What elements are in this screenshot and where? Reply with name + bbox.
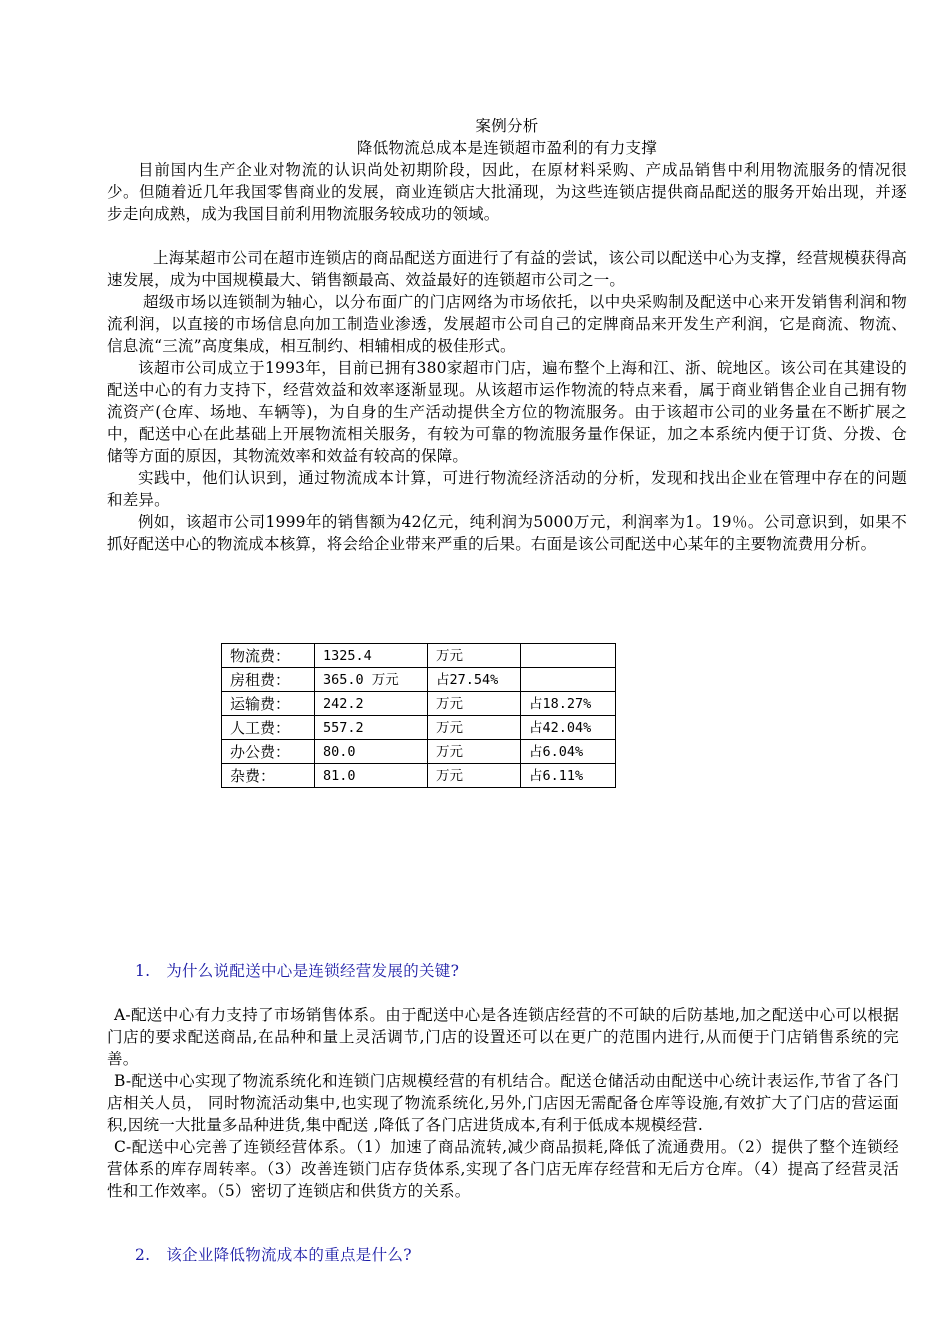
- cost-table-row: [222, 764, 616, 788]
- cost-table-cell: [521, 668, 616, 692]
- cost-table-cell: 房租费：: [222, 668, 315, 692]
- paragraph-example: 例如，该超市公司1999年的销售额为42亿元，纯利润为5000万元，利润率为1。19％。公司意识到，如果不抓好配送中心的物流成本核算，将会给企业带来严重的后果。右面是该公司配送中心某年的主要物流费用分析。: [107, 513, 907, 553]
- cost-table-cell: 80.0: [315, 740, 428, 764]
- paragraph-supermarket: 超级市场以连锁制为轴心，以分布面广的门店网络为市场依托，以中央采购制及配送中心来开发销售利润和物流利润，以直接的市场信息向加工制造业渗透，发展超市公司自己的定牌商品来开发生产利润，它是商流、物流、信息流“三流”高度集成，相互制约、相辅相成的极佳形式。: [107, 293, 907, 355]
- cost-table-row: [222, 644, 616, 668]
- cost-table-cell: 万元: [428, 692, 521, 716]
- cost-table-cell: 占18.27%: [521, 692, 616, 716]
- cost-table-cell: 365.0 万元: [315, 668, 428, 692]
- question-1: 1. 为什么说配送中心是连锁经营发展的关键?: [135, 962, 460, 980]
- cost-table-cell: 占27.54%: [428, 668, 521, 692]
- cost-table-cell: 242.2: [315, 692, 428, 716]
- cost-table-cell: 办公费：: [222, 740, 315, 764]
- case-document: [107, 115, 907, 555]
- cost-table-cell: 81.0: [315, 764, 428, 788]
- cost-table-row: [222, 740, 616, 764]
- document-subtitle: 降低物流总成本是连锁超市盈利的有力支撑: [356, 139, 658, 157]
- cost-table-cell: 万元: [428, 764, 521, 788]
- answer-b: B-配送中心实现了物流系统化和连锁门店规模经营的有机结合。配送仓储活动由配送中心统计表运作,节省了各门店相关人员， 同时物流活动集中,也实现了物流系统化,另外,门店因无需配备仓库等设施,有效扩大了门店的营运面积,因统一大批量多品种进货,集中配送 ,降低了各门店进货成本,有利于低成本规模经营.: [107, 1072, 899, 1134]
- answer-a: A-配送中心有力支持了市场销售体系。由于配送中心是各连锁店经营的不可缺的后防基地,加之配送中心可以根据门店的要求配送商品,在品种和量上灵活调节,门店的设置还可以在更广的范围内进行,从而便于门店销售系统的完善。: [107, 1006, 899, 1068]
- cost-table-row: [222, 692, 616, 716]
- question-2: 2. 该企业降低物流成本的重点是什么?: [135, 1246, 412, 1264]
- cost-table-cell: 占6.11%: [521, 764, 616, 788]
- cost-table-cell: 物流费：: [222, 644, 315, 668]
- cost-table-cell: 占42.04%: [521, 716, 616, 740]
- paragraph-company: 该超市公司成立于1993年，目前已拥有380家超市门店，遍布整个上海和江、浙、皖地区。该公司在其建设的配送中心的有力支持下，经营效益和效率逐渐显现。从该超市运作物流的特点来看，属于商业销售企业自己拥有物流资产(仓库、场地、车辆等)，为自身的生产活动提供全方位的物流服务。由于该超市公司的业务量在不断扩展之中，配送中心在此基础上开展物流相关服务，有较为可靠的物流服务量作保证，加之本系统内便于订货、分拨、仓储等方面的原因，其物流效率和效益有较高的保障。: [107, 359, 907, 465]
- paragraph-practice: 实践中，他们认识到，通过物流成本计算，可进行物流经济活动的分析，发现和找出企业在管理中存在的问题和差异。: [107, 469, 907, 509]
- cost-table-cell: [521, 644, 616, 668]
- cost-table-cell: 杂费：: [222, 764, 315, 788]
- document-heading: 案例分析: [475, 117, 539, 135]
- paragraph-shanghai: 上海某超市公司在超市连锁店的商品配送方面进行了有益的尝试，该公司以配送中心为支撑，经营规模获得高速发展，成为中国规模最大、销售额最高、效益最好的连锁超市公司之一。: [107, 249, 907, 289]
- cost-table-cell: 万元: [428, 740, 521, 764]
- cost-table-row: [222, 668, 616, 692]
- paragraph-intro: 目前国内生产企业对物流的认识尚处初期阶段，因此，在原材料采购、产成品销售中利用物流服务的情况很少。但随着近几年我国零售商业的发展，商业连锁店大批涌现，为这些连锁店提供商品配送的服务开始出现，并逐步走向成熟，成为我国目前利用物流服务较成功的领域。: [107, 161, 907, 223]
- logistics-cost-table: [221, 643, 616, 788]
- paragraph-gap: [107, 225, 907, 247]
- cost-table-cell: 运输费：: [222, 692, 315, 716]
- cost-table-cell: 人工费：: [222, 716, 315, 740]
- answer-c: C-配送中心完善了连锁经营体系。（1）加速了商品流转,减少商品损耗,降低了流通费用。（2）提供了整个连锁经营体系的库存周转率。（3）改善连锁门店存货体系,实现了各门店无库存经营和无后方仓库。（4）提高了经营灵活性和工作效率。（5）密切了连锁店和供货方的关系。: [107, 1138, 899, 1200]
- cost-table-cell: 万元: [428, 644, 521, 668]
- answers-block: [107, 1004, 899, 1202]
- cost-table-cell: 557.2: [315, 716, 428, 740]
- cost-table-cell: 1325.4: [315, 644, 428, 668]
- cost-table-cell: 占6.04%: [521, 740, 616, 764]
- cost-table-row: [222, 716, 616, 740]
- cost-table-cell: 万元: [428, 716, 521, 740]
